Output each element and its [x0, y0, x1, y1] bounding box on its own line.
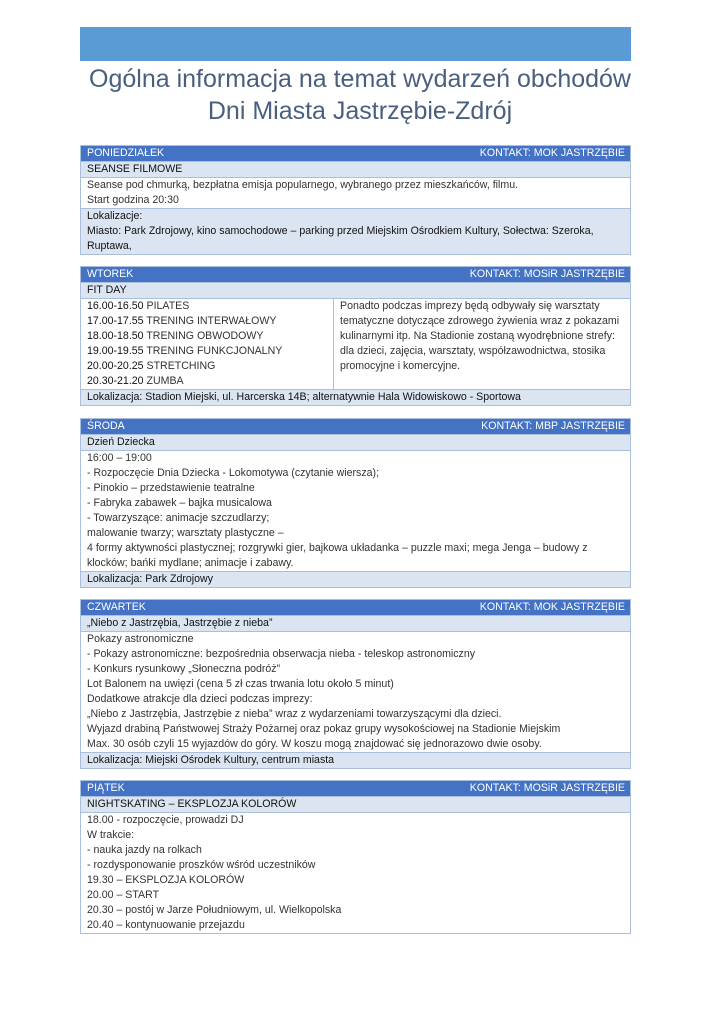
monday-line: Start godzina 20:30 [87, 194, 179, 206]
friday-event-title: NIGHTSKATING – EKSPLOZJA KOLORÓW [81, 796, 630, 812]
thursday-line: Pokazy astronomiczne [87, 633, 194, 645]
monday-section [80, 145, 631, 255]
thursday-line: Lot Balonem na uwięzi (cena 5 zł czas trwania lotu około 5 minut) [87, 678, 394, 690]
friday-line: - nauka jazdy na rolkach [87, 844, 202, 856]
thursday-day: CZWARTEK [87, 601, 146, 613]
wednesday-line: 16:00 – 19:00 [87, 452, 152, 464]
friday-line: - rozdysponowanie proszków wśród uczestników [87, 859, 316, 871]
monday-location-label: Lokalizacje: [87, 210, 143, 222]
friday-contact: KONTAKT: MOSiR JASTRZĘBIE [469, 782, 625, 794]
wednesday-section [80, 418, 631, 588]
wednesday-line: - Towarzyszące: animacje szczudlarzy; [87, 512, 270, 524]
friday-line: W trakcie: [87, 829, 135, 841]
tuesday-content [81, 298, 630, 389]
wednesday-line: - Fabryka zabawek – bajka musicalowa [87, 497, 272, 509]
tuesday-header [81, 267, 630, 282]
monday-description [81, 177, 630, 208]
schedule-item: 19.00-19.55 TRENING FUNKCJONALNY [87, 345, 283, 357]
tuesday-day: WTOREK [87, 268, 134, 280]
thursday-line: Max. 30 osób czyli 15 wyjazdów do góry. W koszu mogą znajdować się jednorazowo dwie osoby. [87, 738, 542, 750]
thursday-line: - Konkurs rysunkowy „Słoneczna podróż” [87, 663, 281, 675]
friday-header [81, 781, 630, 796]
thursday-contact: KONTAKT: MOK JASTRZĘBIE [479, 601, 625, 613]
friday-section [80, 780, 631, 934]
wednesday-day: ŚRODA [87, 420, 125, 432]
friday-line: 19.30 – EKSPLOZJA KOLORÓW [87, 874, 245, 886]
schedule-item: 17.00-17.55 TRENING INTERWAŁOWY [87, 315, 277, 327]
wednesday-event-title: Dzień Dziecka [81, 434, 630, 450]
thursday-section [80, 599, 631, 769]
thursday-description [81, 631, 630, 752]
wednesday-line: klocków; bańki mydlane; animacje i zabawy. [87, 557, 294, 569]
wednesday-header [81, 419, 630, 434]
thursday-event-title: „Niebo z Jastrzębia, Jastrzębie z nieba” [81, 615, 630, 631]
friday-day: PIĄTEK [87, 782, 125, 794]
monday-location [81, 208, 630, 254]
schedule-item: 16.00-16.50 PILATES [87, 300, 190, 312]
monday-line: Seanse pod chmurką, bezpłatna emisja popularnego, wybranego przez mieszkańców, filmu. [87, 179, 519, 191]
wednesday-description [81, 450, 630, 571]
thursday-line: - Pokazy astronomiczne: bezpośrednia obserwacja nieba - teleskop astronomiczny [87, 648, 476, 660]
tuesday-event-title: FIT DAY [81, 282, 630, 298]
friday-line: 20.00 – START [87, 889, 160, 901]
wednesday-line: - Rozpoczęcie Dnia Dziecka - Lokomotywa (czytanie wiersza); [87, 467, 380, 479]
friday-line: 20.40 – kontynuowanie przejazdu [87, 919, 245, 931]
schedule-item: 18.00-18.50 TRENING OBWODOWY [87, 330, 264, 342]
tuesday-schedule [81, 299, 334, 389]
thursday-header [81, 600, 630, 615]
top-banner-bar [80, 27, 631, 61]
wednesday-location: Lokalizacja: Park Zdrojowy [81, 571, 630, 587]
thursday-line: Wyjazd drabiną Państwowej Straży Pożarnej oraz pokaz grupy wysokościowej na Stadionie Miejskim [87, 723, 561, 735]
friday-line: 20.30 – postój w Jarze Południowym, ul. Wielkopolska [87, 904, 342, 916]
thursday-line: Dodatkowe atrakcje dla dzieci podczas imprezy: [87, 693, 313, 705]
monday-day: PONIEDZIAŁEK [87, 147, 165, 159]
wednesday-line: malowanie twarzy; warsztaty plastyczne – [87, 527, 284, 539]
page-title [60, 63, 660, 127]
wednesday-line: 4 formy aktywności plastycznej; rozgrywki gier, bajkowa układanka – puzzle maxi; mega Jenga – budowy z [87, 542, 588, 554]
schedule-item: 20.00-20.25 STRETCHING [87, 360, 216, 372]
monday-location-line: Miasto: Park Zdrojowy, kino samochodowe – parking przed Miejskim Ośrodkiem Kultury, Sołectwa: Szeroka, [87, 225, 594, 237]
wednesday-contact: KONTAKT: MBP JASTRZĘBIE [481, 420, 625, 432]
monday-contact: KONTAKT: MOK JASTRZĘBIE [479, 147, 625, 159]
thursday-location: Lokalizacja: Miejski Ośrodek Kultury, centrum miasta [81, 752, 630, 768]
tuesday-contact: KONTAKT: MOSiR JASTRZĘBIE [469, 268, 625, 280]
monday-event-title: SEANSE FILMOWE [81, 161, 630, 177]
thursday-line: „Niebo z Jastrzębia, Jastrzębie z nieba” wraz z wydarzeniami towarzyszącymi dla dzieci. [87, 708, 502, 720]
friday-description [81, 812, 630, 933]
friday-line: 18.00 - rozpoczęcie, prowadzi DJ [87, 814, 244, 826]
tuesday-note: Ponadto podczas imprezy będą odbywały się warsztaty tematyczne dotyczące zdrowego żywienia wraz z pokazami kulinarnymi itp. Na Stadionie zostaną wyodrębnione strefy: dla dzieci, zajęcia, warsztaty, współzawodnictwa, stosika promocyjne i komercyjne. [340, 300, 620, 372]
wednesday-line: - Pinokio – przedstawienie teatralne [87, 482, 255, 494]
schedule-item: 20.30-21.20 ZUMBA [87, 375, 184, 387]
page-title-line-2: Dni Miasta Jastrzębie-Zdrój [207, 97, 513, 125]
monday-header [81, 146, 630, 161]
tuesday-section [80, 266, 631, 406]
page-title-line-1: Ogólna informacja na temat wydarzeń obchodów [89, 65, 631, 93]
tuesday-location: Lokalizacja: Stadion Miejski, ul. Harcerska 14B; alternatywnie Hala Widowiskowo - Sportowa [81, 389, 630, 405]
monday-location-line: Ruptawa, [87, 240, 132, 252]
